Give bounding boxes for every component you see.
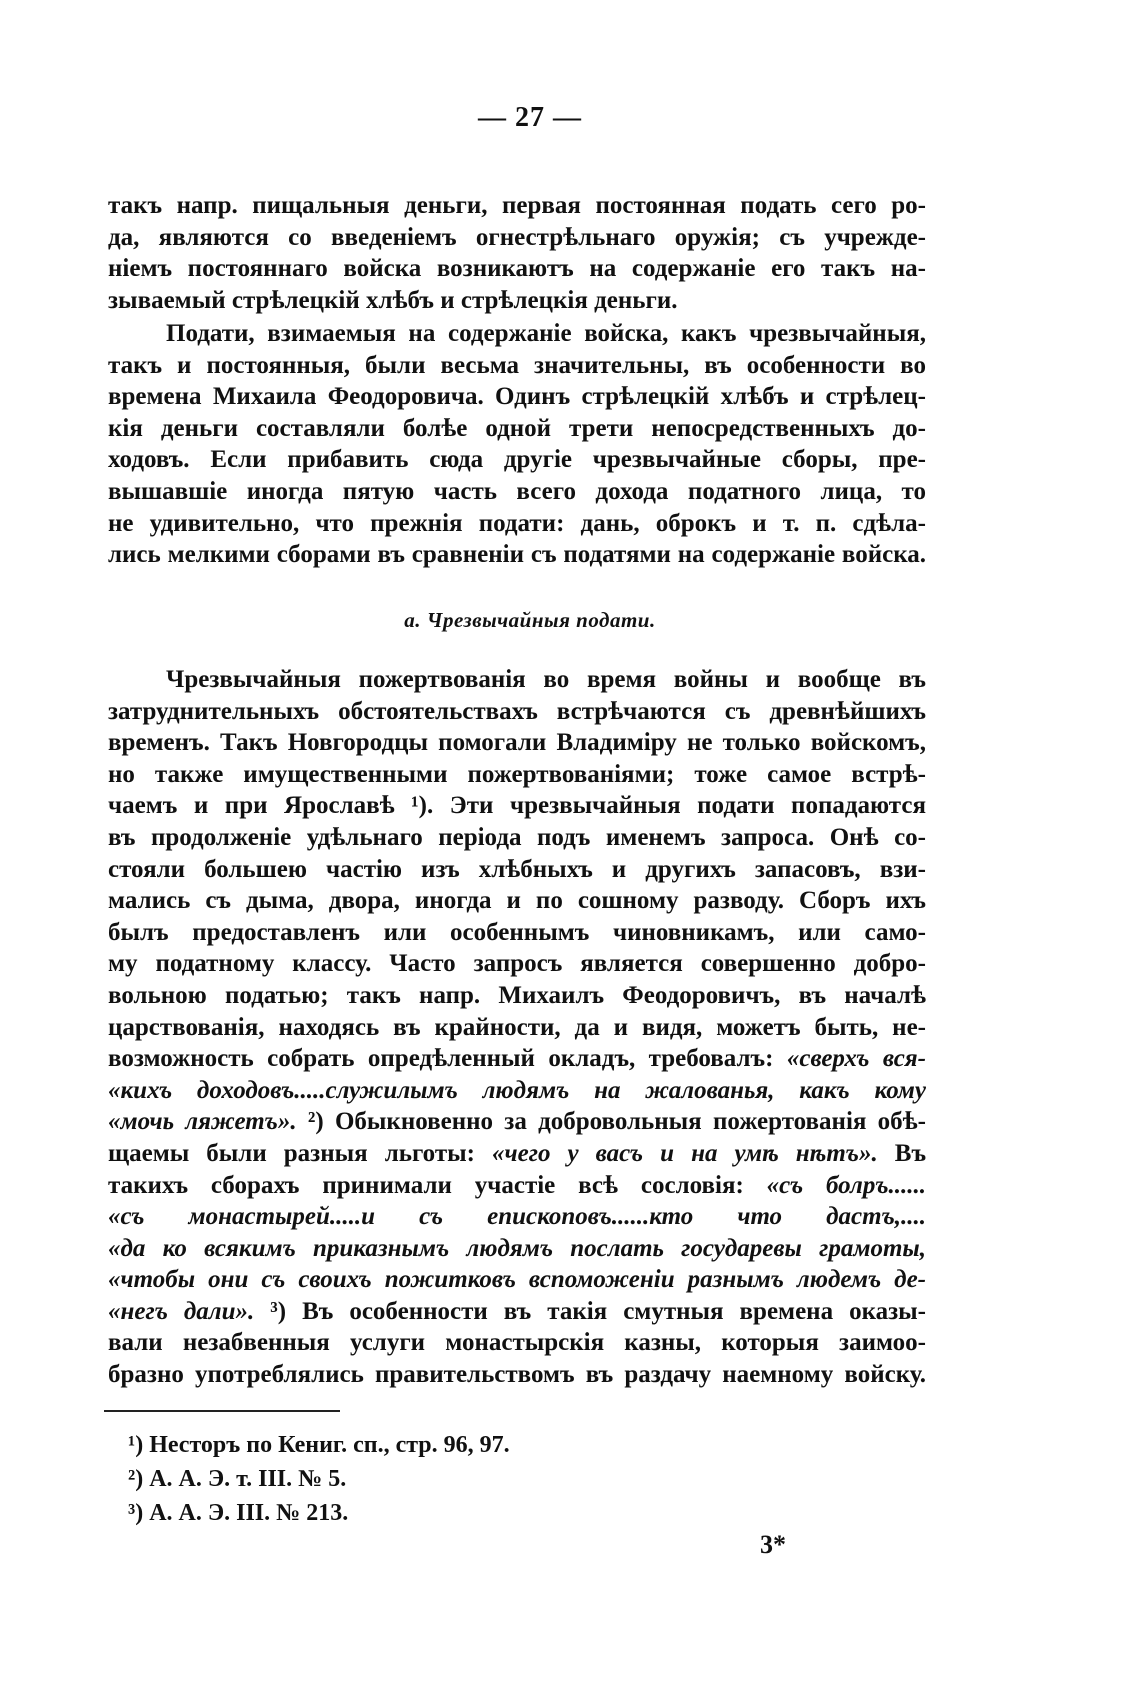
text-fragment: такихъ сборахъ принимали участіе всѣ сословія: — [108, 1171, 744, 1199]
text-line: такъ напр. пищальныя деньги, первая постоянная подать сего ро- — [108, 192, 926, 219]
text-line: не удивительно, что прежнія подати: дань, оброкъ и т. п. сдѣла- — [108, 509, 926, 537]
text-line — [108, 1170, 926, 1202]
section-heading: а. Чрезвычайныя подати. — [404, 608, 656, 632]
text-line: Чрезвычайныя пожертвованія во время войны и вообще въ — [166, 666, 926, 693]
text-line: мались съ дыма, двора, иногда и по сошному разводу. Сборъ ихъ — [108, 887, 926, 915]
text-line: кія деньги составляли болѣе одной трети непосредственныхъ до- — [108, 414, 926, 442]
text-line: Подати, взимаемыя на содержаніе войска, какъ чрезвычайныя, — [166, 320, 926, 347]
text-line: ніемъ постояннаго войска возникаютъ на содержаніе его такъ на- — [108, 255, 926, 283]
text-line: вышавшіе иногда пятую часть всего дохода податного лица, то — [108, 477, 926, 505]
footnote-2: ²) А. А. Э. т. III. № 5. — [128, 1466, 347, 1492]
paragraph-2 — [108, 318, 926, 571]
page-number: — 27 — — [478, 102, 582, 133]
text-fragment: ²) Обыкновенно за добровольныя пожертованія обѣ- — [307, 1108, 926, 1136]
text-line — [108, 1106, 926, 1138]
text-line: чаемъ и при Ярославѣ ¹). Эти чрезвычайныя подати попадаются — [108, 792, 926, 820]
text-line: му податному классу. Часто запросъ является совершенно добро- — [108, 950, 926, 978]
footnote-1: ¹) Несторъ по Кениг. сп., стр. 96, 97. — [128, 1432, 510, 1458]
text-line: лись мелкими сборами въ сравненіи съ податями на содержаніе войска. — [108, 541, 926, 569]
paragraph-1 — [108, 190, 926, 316]
text-line — [108, 1043, 926, 1075]
text-fragment: Въ — [894, 1139, 927, 1167]
text-line: бразно употреблялись правительствомъ въ раздачу наемному войску. — [108, 1361, 926, 1389]
text-line: времена Михаила Феодоровича. Одинъ стрѣлецкій хлѣбъ и стрѣлец- — [108, 383, 926, 411]
text-line: временъ. Такъ Новгородцы помогали Владиміру не только войскомъ, — [108, 729, 926, 757]
paragraph-3 — [108, 664, 926, 1391]
text-line: ходовъ. Если прибавить сюда другіе чрезвычайные сборы, пре- — [108, 446, 926, 474]
text-line: да, являются со введеніемъ огнестрѣльнаго оружія; съ учрежде- — [108, 223, 926, 251]
quote-fragment: «сверхъ вся- — [786, 1045, 927, 1073]
text-line: такъ и постоянныя, были весьма значительны, въ особенности во — [108, 351, 926, 379]
quote-fragment: «мочь ляжетъ». — [108, 1108, 297, 1136]
text-line — [108, 1138, 926, 1170]
footnote-divider — [104, 1410, 340, 1412]
footnote-3: ³) А. А. Э. III. № 213. — [128, 1500, 349, 1526]
text-line: затруднительныхъ обстоятельствахъ встрѣчаются съ древнѣйшихъ — [108, 697, 926, 725]
quote-line: «съ монастырей.....и съ епископовъ......кто что дастъ,.... — [108, 1203, 926, 1231]
quote-line: «кихъ доходовъ.....служилымъ людямъ на жалованья, какъ кому — [108, 1076, 926, 1104]
quote-fragment: «съ болръ...... — [766, 1171, 927, 1199]
text-line: но также имущественными пожертвованіями; тоже самое встрѣ- — [108, 760, 926, 788]
signature-mark: 3* — [760, 1530, 786, 1559]
quote-line: «чтобы они съ своихъ пожитковъ вспоможеніи разнымъ людемъ де- — [108, 1266, 926, 1294]
quote-fragment: «негъ дали». — [108, 1297, 255, 1325]
text-line: вольною податью; такъ напр. Михаилъ Феодоровичъ, въ началѣ — [108, 981, 926, 1009]
text-line — [108, 1296, 926, 1328]
text-line: вали незабвенныя услуги монастырскія казны, которыя заимоо- — [108, 1329, 926, 1357]
text-line: въ продолженіе удѣльнаго періода подъ именемъ запроса. Онѣ со- — [108, 823, 926, 851]
text-fragment: возможность собрать опредѣленный окладъ, требовалъ: — [108, 1045, 774, 1073]
text-line: царствованія, находясь въ крайности, да и видя, можетъ быть, не- — [108, 1013, 926, 1041]
footnotes — [128, 1428, 510, 1530]
text-line: стояли большею частію изъ хлѣбныхъ и другихъ запасовъ, взи- — [108, 855, 926, 883]
quote-line: «да ко всякимъ приказнымъ людямъ послать государевы грамоты, — [108, 1234, 926, 1262]
text-line: былъ предоставленъ или особеннымъ чиновникамъ, или само- — [108, 918, 926, 946]
text-fragment: щаемы были разныя льготы: — [108, 1139, 475, 1167]
text-line: зываемый стрѣлецкій хлѣбъ и стрѣлецкія деньги. — [108, 286, 678, 314]
quote-fragment: «чего у васъ и на умѣ нѣтъ». — [492, 1139, 878, 1167]
text-fragment: ³) Въ особенности въ такія смутныя времена оказы- — [270, 1297, 926, 1325]
